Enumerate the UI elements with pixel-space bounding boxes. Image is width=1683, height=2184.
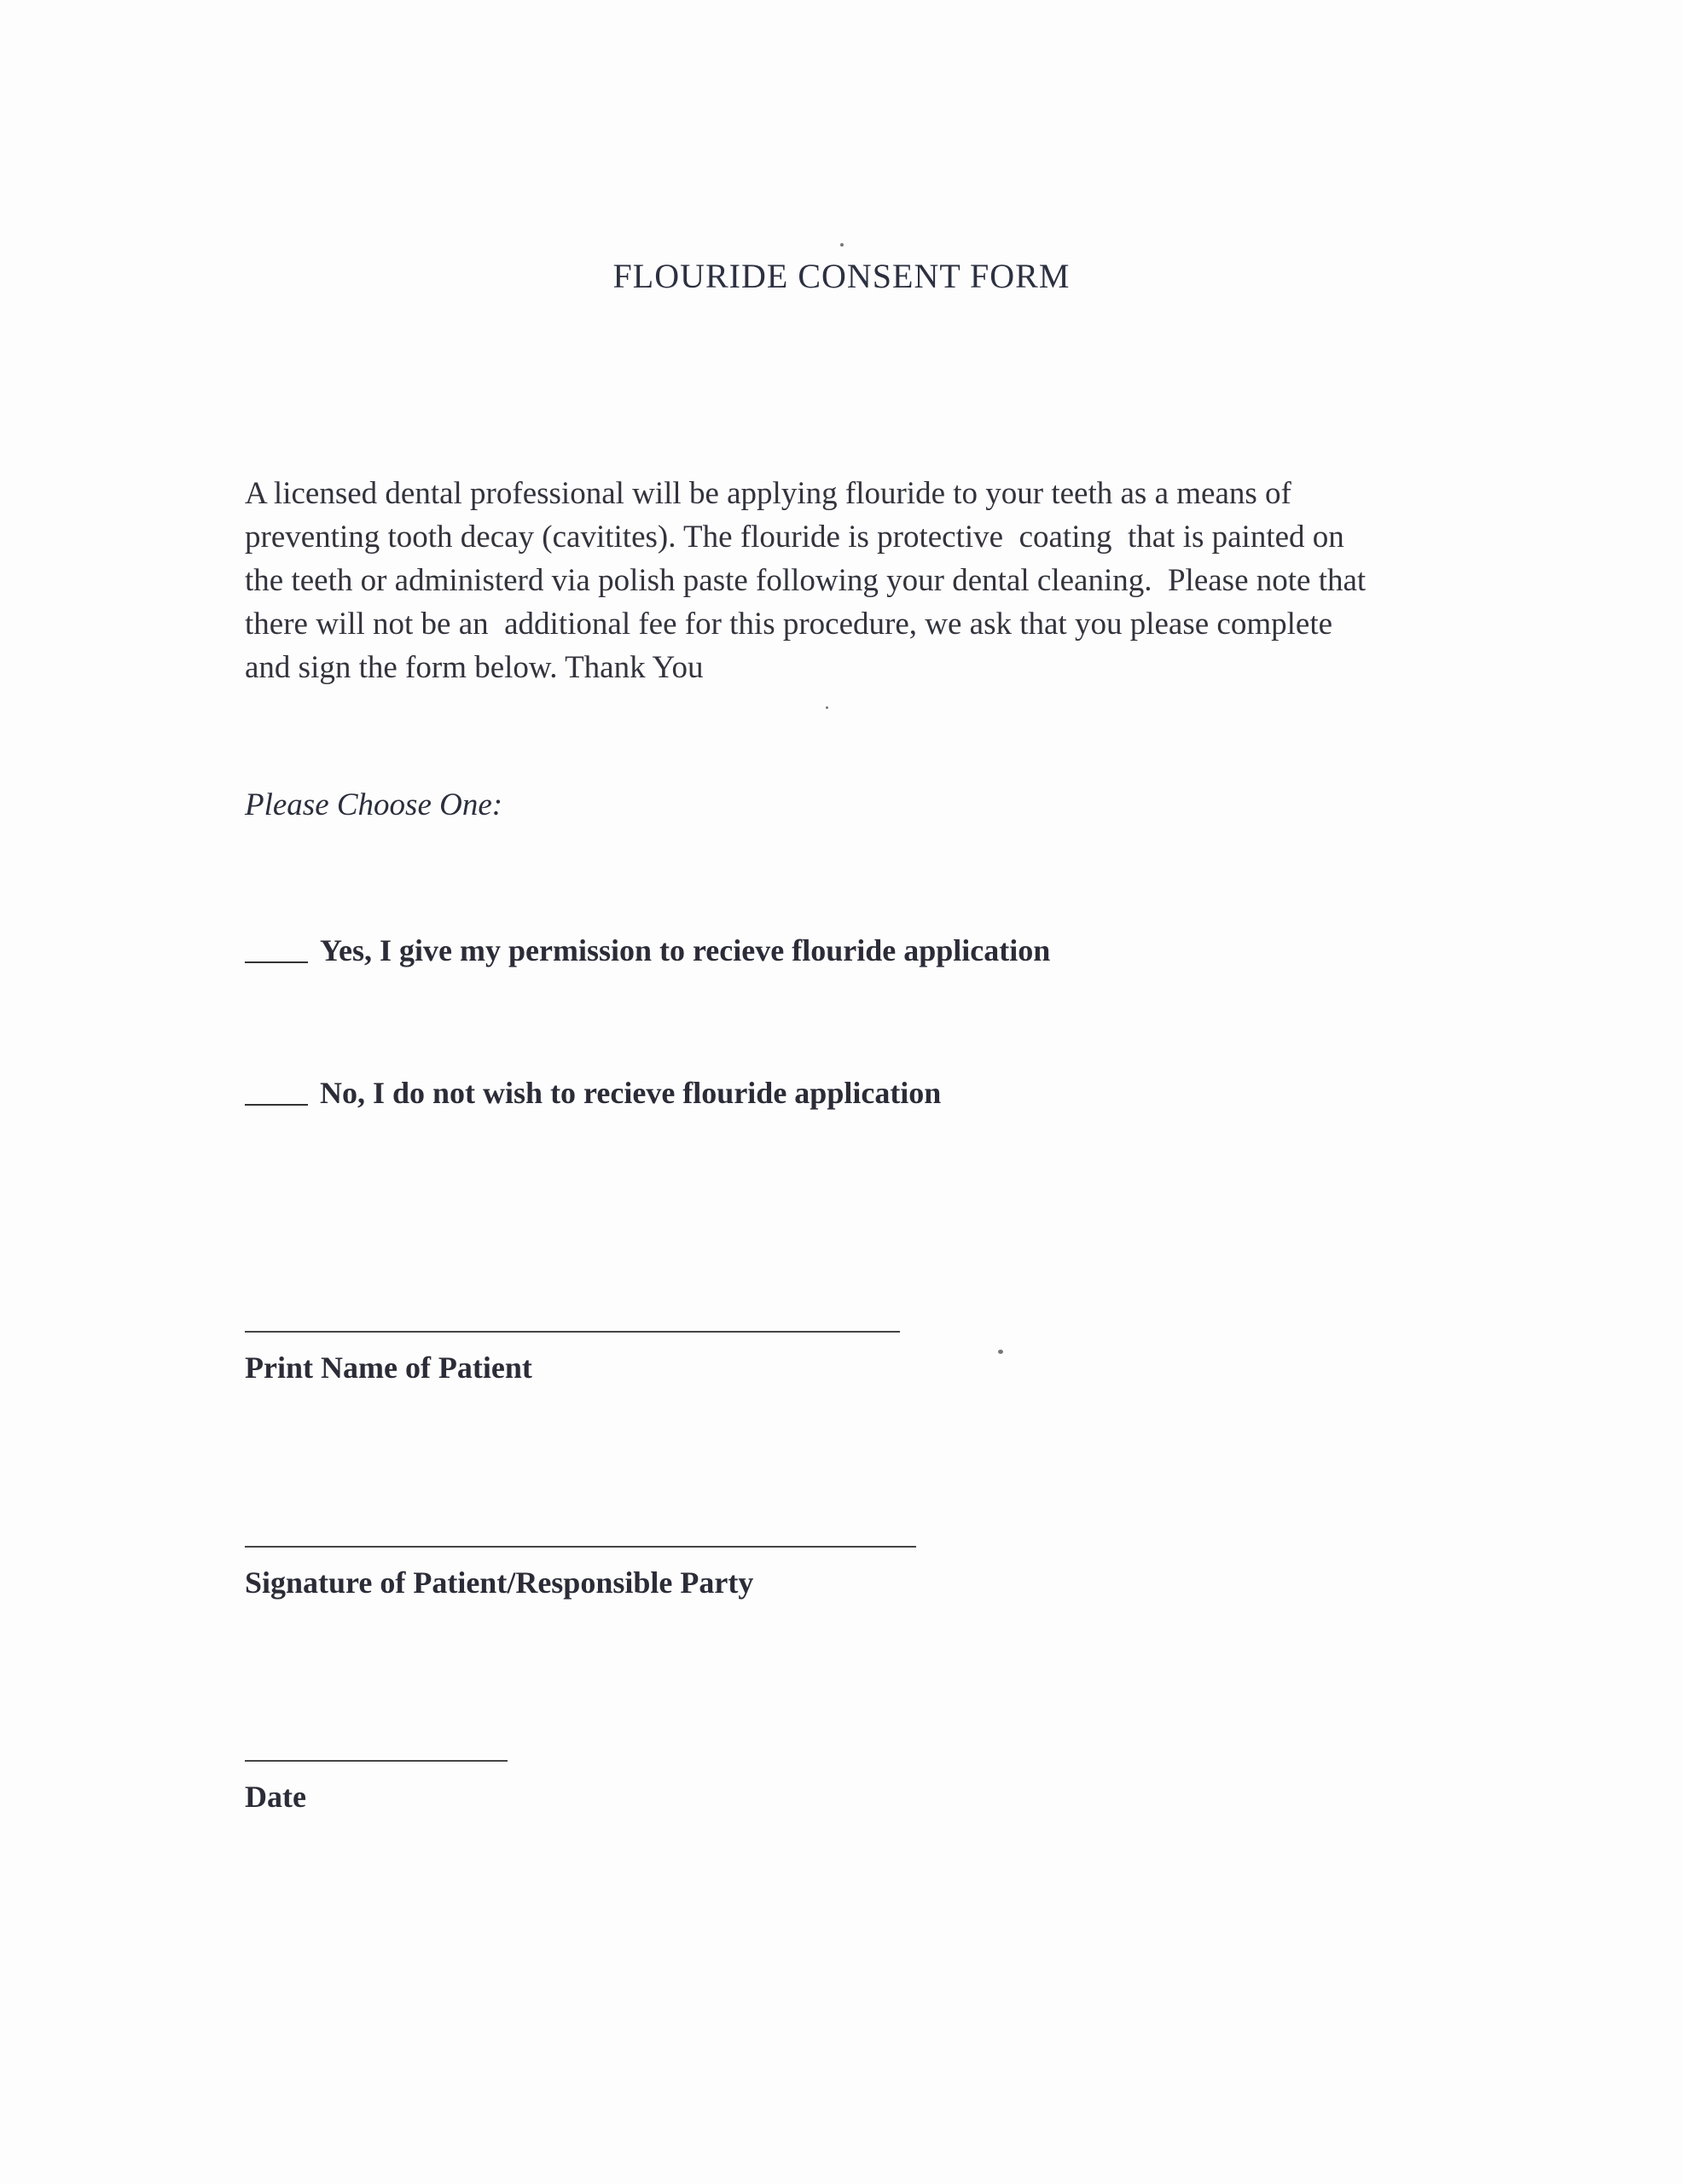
scan-speck: [840, 243, 844, 247]
scan-speck: [826, 706, 828, 709]
intro-line: preventing tooth decay (cavitites). The flouride is protective coating that is painted on: [245, 520, 1344, 555]
intro-line: the teeth or administerd via polish paste following your dental cleaning. Please note that: [245, 563, 1367, 598]
intro-line: and sign the form below. Thank You: [245, 650, 704, 685]
option-no-label: No, I do not wish to recieve flouride application: [320, 1076, 942, 1110]
print-name-line[interactable]: [245, 1331, 900, 1333]
signature-line[interactable]: [245, 1546, 916, 1548]
intro-line: A licensed dental professional will be applying flouride to your teeth as a means of: [245, 476, 1291, 511]
option-yes-label: Yes, I give my permission to recieve flouride application: [320, 933, 1051, 967]
choose-prompt: Please Choose One:: [245, 787, 503, 822]
intro-line: there will not be an additional fee for this procedure, we ask that you please complete: [245, 607, 1333, 642]
scan-speck: [998, 1350, 1003, 1354]
signature-label: Signature of Patient/Responsible Party: [245, 1565, 754, 1600]
date-line[interactable]: [245, 1760, 508, 1762]
option-yes-blank[interactable]: [245, 961, 308, 963]
intro-paragraph: [245, 472, 1456, 689]
form-title: FLOURIDE CONSENT FORM: [612, 257, 1071, 295]
print-name-label: Print Name of Patient: [245, 1350, 532, 1385]
option-no-blank[interactable]: [245, 1104, 308, 1106]
option-no[interactable]: [245, 1075, 941, 1111]
option-yes[interactable]: [245, 932, 1050, 968]
date-label: Date: [245, 1780, 306, 1814]
